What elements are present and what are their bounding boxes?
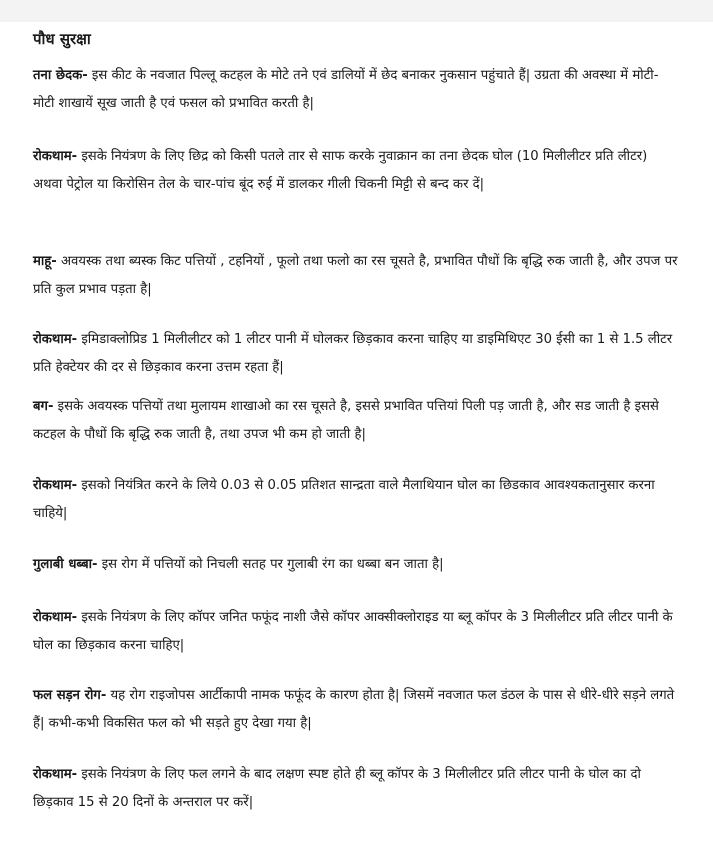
paragraph-text: इमिडाक्लोप्रिड 1 मिलीलीटर को 1 लीटर पानी में घोलकर छिड़काव करना चाहिए या डाइमिथिएट 30 ईसी का 1 से 1.5 लीटर प्रति हेक्टेयर की दर से छिड़काव करना उत्तम रहता हैं|: [33, 332, 673, 375]
paragraph-heading: रोकथाम-: [33, 478, 78, 493]
paragraph-heading: रोकथाम-: [33, 610, 78, 625]
top-strip: [0, 0, 713, 22]
paragraph-pink-spot: [33, 551, 678, 579]
paragraph-text: इसके नियंत्रण के लिए कॉपर जनित फफूंद नाशी जैसे कॉपर आक्सीक्लोराइड या ब्लू कॉपर के 3 मिलीलीटर प्रति लीटर पानी के घोल का छिड़काव करना चाहिए|: [33, 610, 673, 653]
paragraph-fruit-rot-control: [33, 761, 678, 817]
paragraph-heading: गुलाबी धब्बा-: [33, 557, 98, 572]
paragraph-text: इसके नियंत्रण के लिए छिद्र को किसी पतले तार से साफ करके नुवाक्रान का तना छेदक घोल (10 मिलीलीटर प्रति लीटर) अथवा पेट्रोल या किरोसिन तेल के चार-पांच बूंद रुई में डालकर गीली चिकनी मिट्टी से बन्द कर दें|: [33, 149, 648, 192]
paragraph-stem-borer-control: [33, 143, 678, 199]
paragraph-bug: [33, 393, 678, 449]
paragraph-heading: बग-: [33, 399, 54, 414]
paragraph-fruit-rot: [33, 682, 678, 738]
paragraph-text: इसको नियंत्रित करने के लिये 0.03 से 0.05 प्रतिशत सान्द्रता वाले मैलाथियान घोल का छिडकाव आवश्यकतानुसार करना चाहिये|: [33, 478, 655, 521]
paragraph-pink-spot-control: [33, 604, 678, 660]
paragraph-text: इसके नियंत्रण के लिए फल लगने के बाद लक्षण स्पष्ट होते ही ब्लू कॉपर के 3 मिलीलीटर प्रति लीटर पानी के घोल का दो छिड़काव 15 से 20 दिनों के अन्तराल पर करें|: [33, 767, 641, 810]
paragraph-bug-control: [33, 472, 678, 528]
paragraph-heading: रोकथाम-: [33, 149, 78, 164]
paragraph-text: इस रोग में पत्तियों को निचली सतह पर गुलाबी रंग का धब्बा बन जाता है|: [97, 557, 444, 572]
paragraph-text: यह रोग राइजोपस आर्टीकापी नामक फफूंद के कारण होता है| जिसमें नवजात फल डंठल के पास से धीरे-धीरे सड़ने लगते हैं| कभी-कभी विकसित फल को भी सड़ते हुए देखा गया है|: [33, 688, 675, 731]
paragraph-heading: रोकथाम-: [33, 332, 78, 347]
paragraph-aphid-control: [33, 326, 678, 382]
paragraph-heading: तना छेदक-: [33, 68, 88, 83]
document-body: [33, 22, 678, 810]
paragraph-text: अवयस्क तथा ब्यस्क किट पत्तियों , टहनियों , फूलो तथा फलो का रस चूसते है, प्रभावित पौधों कि बृद्धि रुक जाती है, और उपज पर प्रति कुल प्रभाव पड़ता है|: [33, 254, 678, 297]
page-title: पौध सुरक्षा: [33, 30, 91, 48]
paragraph-text: इस कीट के नवजात पिल्लू कटहल के मोटे तने एवं डालियों में छेद बनाकर नुकसान पहुंचाते हैं| उग्रता की अवस्था में मोटी-मोटी शाखायें सूख जाती है एवं फसल को प्रभावित करती है|: [33, 68, 659, 111]
paragraph-stem-borer: [33, 62, 678, 118]
paragraph-text: इसके अवयस्क पत्तियों तथा मुलायम शाखाओ का रस चूसते है, इससे प्रभावित पत्तियां पिली पड़ जाती है, और सड जाती है इससे कटहल के पौधों कि बृद्धि रुक जाती है, तथा उपज भी कम हो जाती है|: [33, 399, 659, 442]
paragraph-heading: माहू-: [33, 254, 57, 269]
paragraph-heading: रोकथाम-: [33, 767, 78, 782]
paragraph-aphid: [33, 248, 678, 304]
paragraph-heading: फल सड़न रोग-: [33, 688, 107, 703]
